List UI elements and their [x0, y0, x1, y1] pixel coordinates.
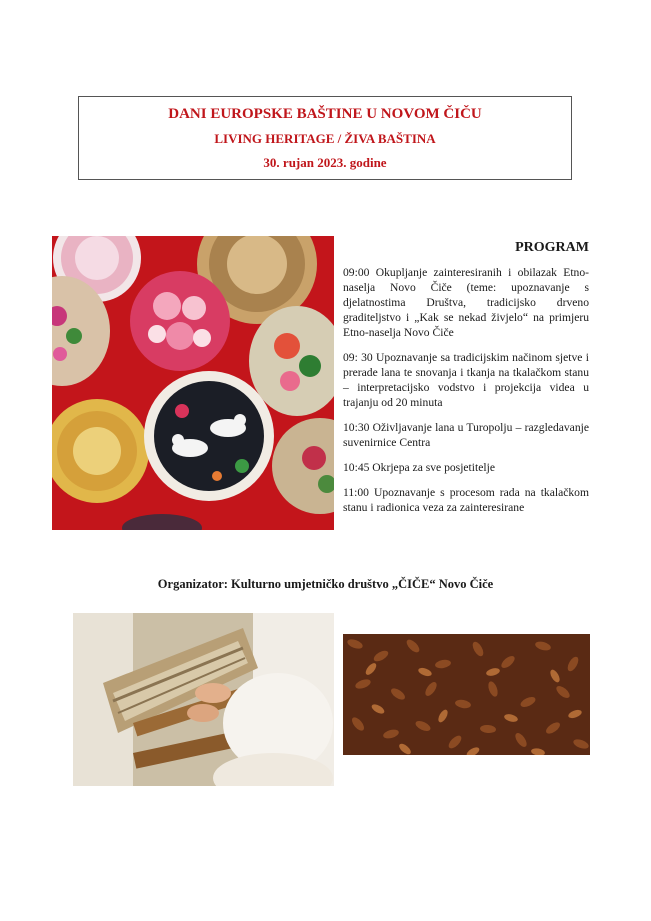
event-subtitle: LIVING HERITAGE / ŽIVA BAŠTINA [214, 131, 436, 146]
program-heading: PROGRAM [515, 240, 589, 255]
program-item: 09:00 Okupljanje zainteresiranih i obilazak Etno-naselja Novo Čiče (teme: upoznavanje s djelatnostima Društva, tradicijsko drveno graditeljstvo i „Kak se nekad živjelo“ na primjeru Etno-naselja Novo Čiče [343, 266, 589, 339]
flax-seeds-photo [343, 634, 590, 755]
event-date: 30. rujan 2023. godine [263, 155, 387, 170]
program-item: 09: 30 Upoznavanje sa tradicijskim načinom sjetve i prerade lana te snovanja i tkanja na tkalačkom stanu – interpretacijsko vodstvo i projekcija videa u trajanju od 20 minuta [343, 351, 589, 409]
program-section [343, 240, 589, 525]
program-item: 11:00 Upoznavanje s procesom rada na tkalačkom stanu i radionica veza za zainteresirane [343, 486, 589, 514]
title-box [78, 96, 572, 180]
embroidery-photo [52, 236, 334, 530]
flax-seeds-illustration [343, 634, 590, 755]
organizer-line: Organizator: Kulturno umjetničko društvo „ČIČE“ Novo Čiče [157, 577, 494, 591]
event-title: DANI EUROPSKE BAŠTINE U NOVOM ČIČU [168, 106, 482, 122]
embroidery-illustration [52, 236, 334, 530]
program-item: 10:45 Okrjepa za sve posjetitelje [343, 461, 495, 474]
loom-illustration [73, 613, 334, 786]
program-item: 10:30 Oživljavanje lana u Turopolju – razgledavanje suvenirnice Centra [343, 421, 589, 449]
loom-photo [73, 613, 334, 786]
